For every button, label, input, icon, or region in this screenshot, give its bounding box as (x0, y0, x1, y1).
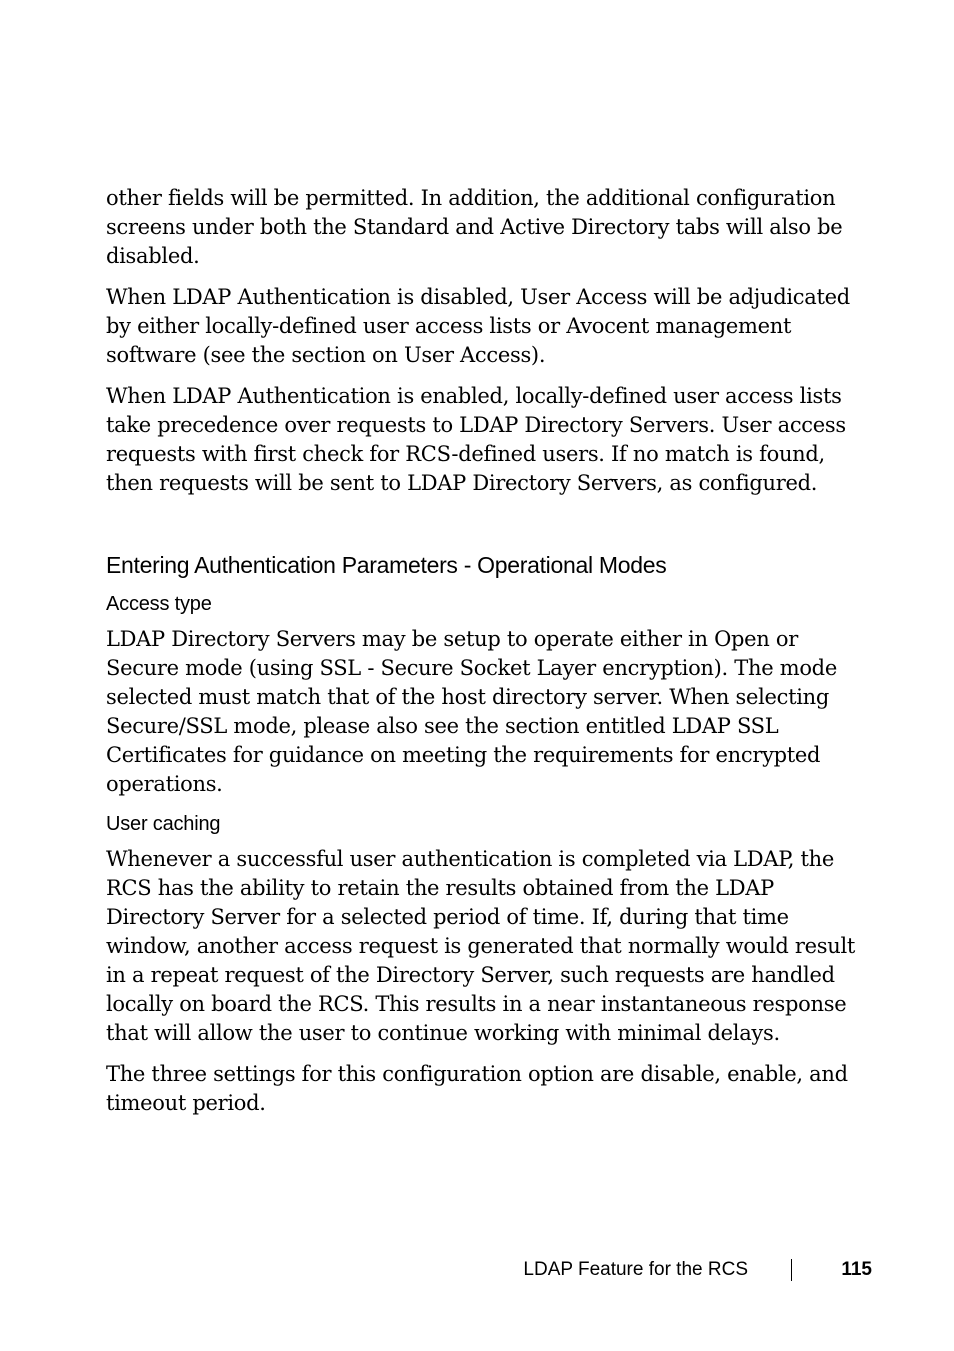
intro-paragraph-1: other fields will be permitted. In addition, the additional configuration screens under both the Standard and Active Directory tabs will also be disabled. (106, 186, 843, 268)
footer-divider (791, 1259, 792, 1281)
page-content (106, 184, 876, 1130)
user-caching-heading: User caching (106, 813, 221, 835)
access-type-heading: Access type (106, 593, 212, 615)
intro-paragraph-3: When LDAP Authentication is enabled, locally-defined user access lists take precedence over requests to LDAP Directory Servers. User access requests with first check for RCS-defined users. If no match is found, then requests will be sent to LDAP Directory Servers, as configured. (106, 384, 846, 495)
page-footer (0, 1257, 954, 1285)
access-type-paragraph: LDAP Directory Servers may be setup to operate either in Open or Secure mode (using SSL - Secure Socket Layer encryption). The mode selected must match that of the host directory server. When selecting Secure/SSL mode, please also see the section entitled LDAP SSL Certificates for guidance on meeting the requirements for encrypted operations. (106, 627, 837, 796)
section-heading: Entering Authentication Parameters - Operational Modes (106, 552, 667, 578)
page-number: 115 (841, 1259, 872, 1280)
user-caching-paragraph-2: The three settings for this configuration option are disable, enable, and timeout period. (106, 1062, 848, 1115)
footer-title: LDAP Feature for the RCS (523, 1259, 748, 1280)
intro-paragraph-2: When LDAP Authentication is disabled, User Access will be adjudicated by either locally-defined user access lists or Avocent management software (see the section on User Access). (106, 285, 850, 367)
user-caching-paragraph-1: Whenever a successful user authentication is completed via LDAP, the RCS has the ability to retain the results obtained from the LDAP Directory Server for a selected period of time. If, during that time window, another access request is generated that normally would result in a repeat request of the Directory Server, such requests are handled locally on board the RCS. This results in a near instantaneous response that will allow the user to continue working with minimal delays. (106, 847, 856, 1045)
